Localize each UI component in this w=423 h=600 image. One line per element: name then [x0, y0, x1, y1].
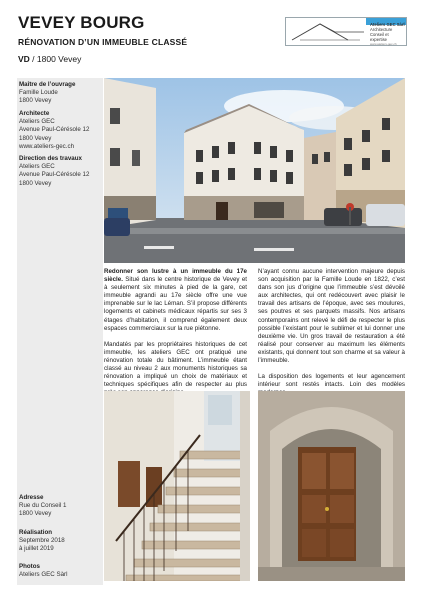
- body-paragraph: La disposition des logements et leur agencement intérieur sont restés intacts. Loin des modèles: [258, 373, 405, 389]
- architect-block: [19, 110, 89, 151]
- body-paragraph: [104, 268, 247, 333]
- photos-label: Photos: [19, 563, 40, 570]
- works-line: Avenue Paul-Cérésole 12: [19, 171, 90, 179]
- logo-text: [370, 22, 406, 47]
- address-line: Rue du Conseil 1: [19, 502, 67, 510]
- body-paragraph: N’ayant connu aucune intervention majeure depuis son acquisition par la Famille Loude en 1822, c’est dans son jus d’origine que l’immeuble s’est dévoilé aux architectes, qui ont redécouvert avec plaisir le travail des artisans de l’époque, avec ses moulures, ses poutres et ses parquets massifs. Nos artisans contemporains ont relevé le défi de respecter le plus possible l’existant pour le sublimer et lui donner une deuxième vie. Un gros travail de restauration a été réalisé pour conserver au maximum les éléments existants, qui donnent tout son charme et sa valeur à l’immeuble.: [258, 268, 405, 365]
- architect-website-link[interactable]: www.ateliers-gec.ch: [19, 142, 75, 150]
- architect-line: Avenue Paul-Cérésole 12: [19, 126, 90, 134]
- canton-code: VD: [18, 54, 30, 64]
- street-facade-photo: [104, 78, 405, 263]
- works-line: Ateliers GEC: [19, 163, 55, 171]
- body-paragraph: Mandatés par les propriétaires historiques de cet immeuble, les ateliers GEC ont pratiqué une rénovation totale du bâtiment. L’immeuble étant classé au niveau 2 aux monuments historiques sa rénovation a impliqué un choix de matériaux et techniques spécifiques afin de respecter au plus: [104, 340, 247, 389]
- realisation-line: Septembre 2018: [19, 537, 65, 545]
- logo-line-4: www.ateliers-gec.ch: [370, 42, 397, 46]
- works-line: 1800 Vevey: [19, 179, 52, 187]
- address-block: [19, 494, 66, 519]
- lead-sentence: Redonner son lustre à un immeuble du 17e siècle.: [104, 268, 247, 284]
- carved-door-photo: [258, 391, 405, 581]
- works-label: Direction des travaux: [19, 155, 82, 162]
- owner-block: [19, 81, 75, 106]
- logo-line-3: Conseil et expertise: [370, 32, 389, 42]
- page-subtitle: RÉNOVATION D’UN IMMEUBLE CLASSÉ: [18, 37, 188, 47]
- body-text-left: [104, 268, 247, 405]
- architect-label: Architecte: [19, 110, 50, 117]
- realisation-block: [19, 529, 65, 554]
- photos-line: Ateliers GEC Sàrl: [19, 571, 68, 579]
- paragraph-text: Situé dans le centre historique de Vevey et à seulement six minutes à pied de la gare, cet immeuble agrandi au 17e siècle offre une vue imprenable sur le lac Léman. S’il propose différents logements et cabinets médicaux répartis sur ses 3 étages d’habitation, il comprend également deux espaces commerciaux sur la rue piétonne.: [104, 276, 247, 332]
- logo-line-1: Ateliers GEC Sàrl: [370, 22, 405, 27]
- architect-line: Ateliers GEC: [19, 118, 55, 126]
- owner-label: Maître de l’ouvrage: [19, 81, 76, 88]
- owner-line: Famille Loude: [19, 89, 58, 97]
- photos-block: [19, 563, 67, 579]
- project-location: [18, 54, 81, 64]
- logo-line-2: Architecture: [370, 27, 393, 32]
- works-block: [19, 155, 89, 188]
- body-text-right: [258, 268, 405, 405]
- city-name: 1800 Vevey: [36, 54, 82, 64]
- staircase-photo: [104, 391, 250, 581]
- realisation-line: à juillet 2019: [19, 545, 54, 553]
- address-line: 1800 Vevey: [19, 510, 52, 518]
- owner-line: 1800 Vevey: [19, 97, 52, 105]
- logo-roof-icon: [290, 20, 366, 42]
- realisation-label: Réalisation: [19, 529, 53, 536]
- page-title: VEVEY BOURG: [18, 13, 145, 32]
- location-separator: /: [29, 54, 37, 64]
- project-info-sidebar: [17, 78, 103, 585]
- company-logo: [285, 17, 407, 46]
- address-label: Adresse: [19, 494, 44, 501]
- architect-line: 1800 Vevey: [19, 134, 52, 142]
